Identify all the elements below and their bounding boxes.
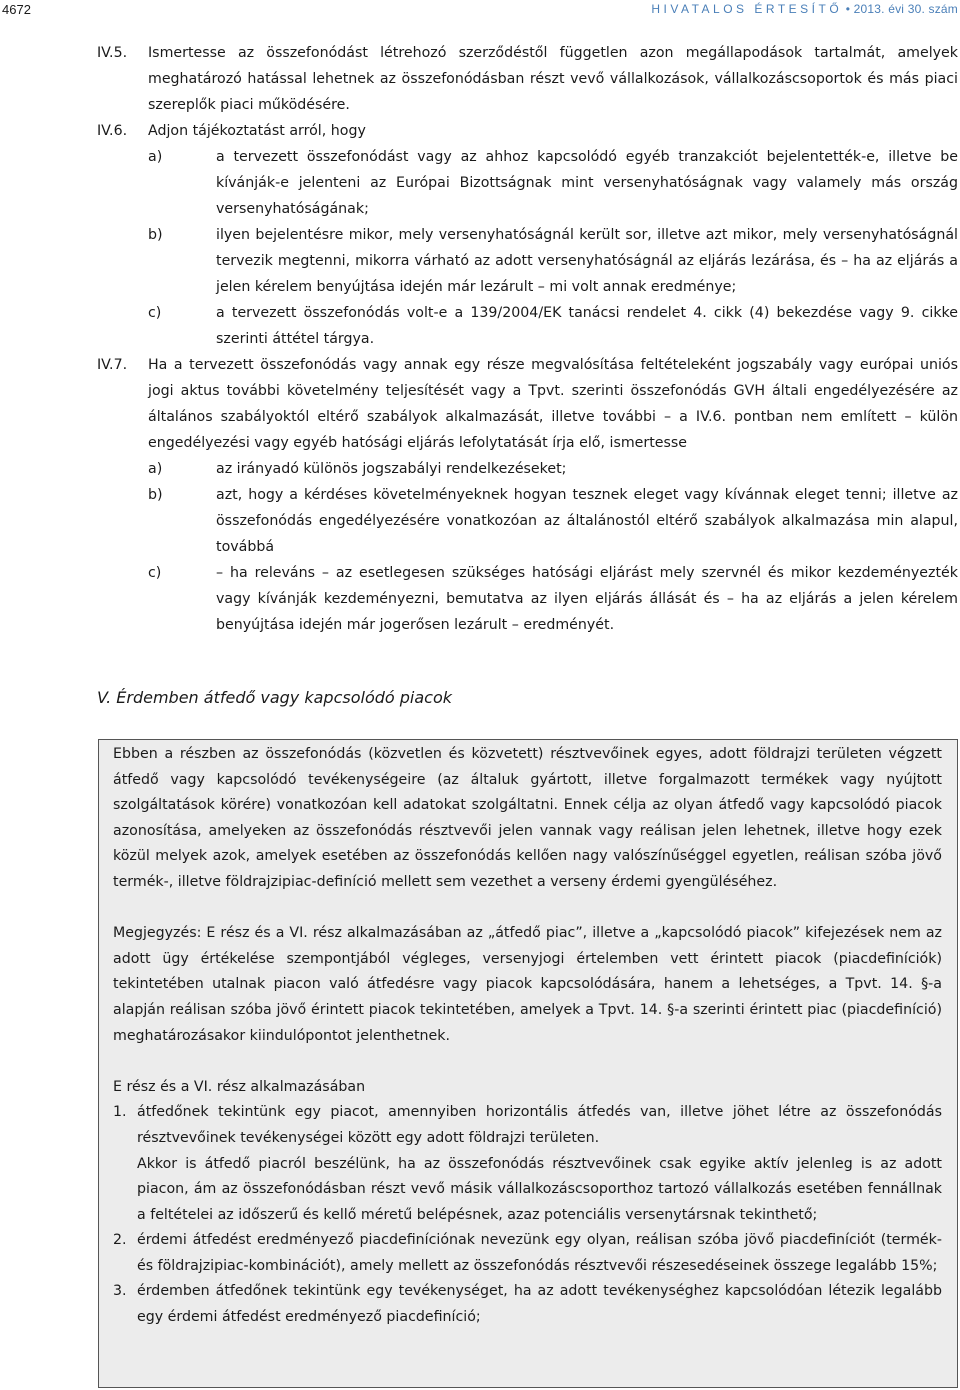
spacer <box>113 896 942 922</box>
item-text: érdemi átfedést eredményező piacdefiníciónak nevezünk egy olyan, reálisan szóba jövő piacdefiníciót (termék- és földrajzipiac-kombinációt), amely mellett az összefonódás résztvevői részesedéseinek összege legalább 15%; <box>137 1232 942 1274</box>
info-box <box>98 739 958 1388</box>
item-label: 1. <box>113 1104 127 1121</box>
item-text-continued: Akkor is átfedő piacról beszélünk, ha az összefonódás résztvevőinek csak egyike aktív jelenleg is az adott piacon, ám az összefonódásban részt vevő másik vállalkozáscsoporthoz tartozó vállalkozás esetében fennállnak a feltételei az időszerű és kellő méretű belépésnek, azaz potenciális versenytársnak tekinthető; <box>137 1155 942 1223</box>
list-item <box>148 456 958 482</box>
list-item <box>113 1100 942 1228</box>
item-label: c) <box>148 565 162 581</box>
item-label: 2. <box>113 1232 127 1249</box>
journal-title <box>651 2 958 16</box>
section-text: Ha a tervezett összefonódás vagy annak egy része megvalósítása feltételeként jogszabály vagy európai uniós jogi aktus további követelmény teljesítését vagy a Tpvt. szerinti összefonódás GVH általi engedélyezésére az általános szabályoktól eltérő szabályok alkalmazását, illetve további – a IV.6. pontban nem említett – külön engedélyezési vagy egyéb hatósági eljárás lefolytatását írja elő, ismertesse <box>148 357 958 451</box>
list-item <box>148 560 958 638</box>
item-label: a) <box>148 149 163 165</box>
item-label: 3. <box>113 1283 127 1300</box>
item-text: érdemben átfedőnek tekintünk egy tevékenységet, ha az adott tevékenységhez kapcsolódóan létezik legalább egy érdemi átfedést eredményező piacdefiníció; <box>137 1283 942 1326</box>
list-item <box>148 222 958 300</box>
box-intro: Ebben a részben az összefonódás (közvetlen és közvetett) résztvevőinek egyes, adott földrajzi területen végzett átfedő vagy kapcsolódó tevékenységeire (az általuk gyártott, illetve forgalmazott termékek vagy nyújtott szolgáltatások körére) vonatkozóan kell adatokat szolgáltatni. Ennek célja az olyan átfedő vagy kapcsolódó piacok azonosítása, amelyeken az összefonódás résztvevői jelen vannak vagy reálisan jelen lehetnek, illetve hogy ezek közül melyek azok, amelyek esetében az összefonódás kellően nagy valószínűséggel egyetlen, reálisan szóba jövő termék-, illetve földrajzipiac-definíció mellett sem vezethet a verseny érdemi gyengüléséhez. <box>113 746 942 890</box>
section-v-title: V. Érdemben átfedő vagy kapcsolódó piacok <box>97 688 453 707</box>
header-bullet: • <box>845 2 851 16</box>
item-label: b) <box>148 227 163 243</box>
item-text: a tervezett összefonódás volt-e a 139/2004/EK tanácsi rendelet 4. cikk (4) bekezdése vagy 9. cikke szerinti áttétel tárgya. <box>216 305 958 347</box>
list-item <box>113 1279 942 1330</box>
item-label: b) <box>148 487 163 503</box>
item-label: c) <box>148 305 162 321</box>
section-number: IV.7. <box>97 357 128 373</box>
list-item <box>148 144 958 222</box>
section-number: IV.6. <box>97 123 128 139</box>
box-note: Megjegyzés: E rész és a VI. rész alkalmazásában az „átfedő piac”, illetve a „kapcsolódó piacok” kifejezések nem az adott ügy értékelése szempontjából végleges, versenyjogi értelemben vett érintett piacok (piacdefiníciók) tekintetében utalnak piacon való átfedésre vagy piacok kapcsolódására, hanem a lehetséges, a Tpvt. 14. §-a alapján reálisan szóba jövő érintett piacok tekintetében, amelyek a Tpvt. 14. §-a szerinti érintett piac (piacdefiníció) meghatározásakor kiindulópontot jelenthetnek. <box>113 925 942 1044</box>
list-item <box>148 482 958 560</box>
list-item <box>113 1228 942 1279</box>
section-iv6 <box>0 118 960 352</box>
item-text: a tervezett összefonódást vagy az ahhoz kapcsolódó egyéb tranzakciót bejelentették-e, illetve be kívánják-e jelenteni az Európai Bizottságnak mint versenyhatóságnak vagy valamely más ország versenyhatóságának; <box>216 149 958 217</box>
item-text: ilyen bejelentésre mikor, mely versenyhatóságnál került sor, illetve azt mikor, mely versenyhatóságnál tervezik megtenni, mikorra várható az adott versenyhatóságnál az eljárás lezárása, és – ha az eljárás a jelen kérelem benyújtása idején már lezárult – mi volt annak eredménye; <box>216 227 958 295</box>
item-text: az irányadó különös jogszabályi rendelkezéseket; <box>216 461 567 477</box>
issue-number: 2013. évi 30. szám <box>853 2 958 16</box>
page-header <box>0 0 960 22</box>
section-iv7 <box>0 352 960 638</box>
page-number: 4672 <box>2 2 31 17</box>
item-text: átfedőnek tekintünk egy piacot, amennyiben horizontális átfedés van, illetve jöhet létre az összefonódás résztvevőinek tevékenységei között egy adott földrajzi területen. <box>137 1104 942 1146</box>
main-content <box>0 40 960 638</box>
list-item <box>148 300 958 352</box>
item-label: a) <box>148 461 163 477</box>
spacer <box>113 1049 942 1075</box>
section-iv5 <box>0 40 960 118</box>
box-list-intro: E rész és a VI. rész alkalmazásában <box>113 1078 366 1095</box>
item-text: azt, hogy a kérdéses követelményeknek hogyan tesznek eleget vagy kívánnak eleget tenni; illetve az összefonódás engedélyezésére vonatkozóan az általánostól eltérő szabályok alkalmazása min alapul, továbbá <box>216 487 958 555</box>
section-text: Ismertesse az összefonódást létrehozó szerződéstől független azon megállapodások tartalmát, amelyek meghatározó hatással lehetnek az összefonódásban részt vevő vállalkozások, vállalkozáscsoportok és más piaci szereplők piaci működésére. <box>148 45 958 113</box>
journal-name: HIVATALOS ÉRTESÍTŐ <box>651 2 843 16</box>
item-text: – ha releváns – az esetlegesen szükséges hatósági eljárást mely szervnél és mikor kezdeményezték vagy kívánják kezdeményezni, bemutatva az ilyen eljárás állását és – ha az eljárás a jelen kérelem benyújtása idején már jogerősen lezárult – eredményét. <box>216 565 958 633</box>
section-text: Adjon tájékoztatást arról, hogy <box>148 123 366 139</box>
section-number: IV.5. <box>97 45 128 61</box>
